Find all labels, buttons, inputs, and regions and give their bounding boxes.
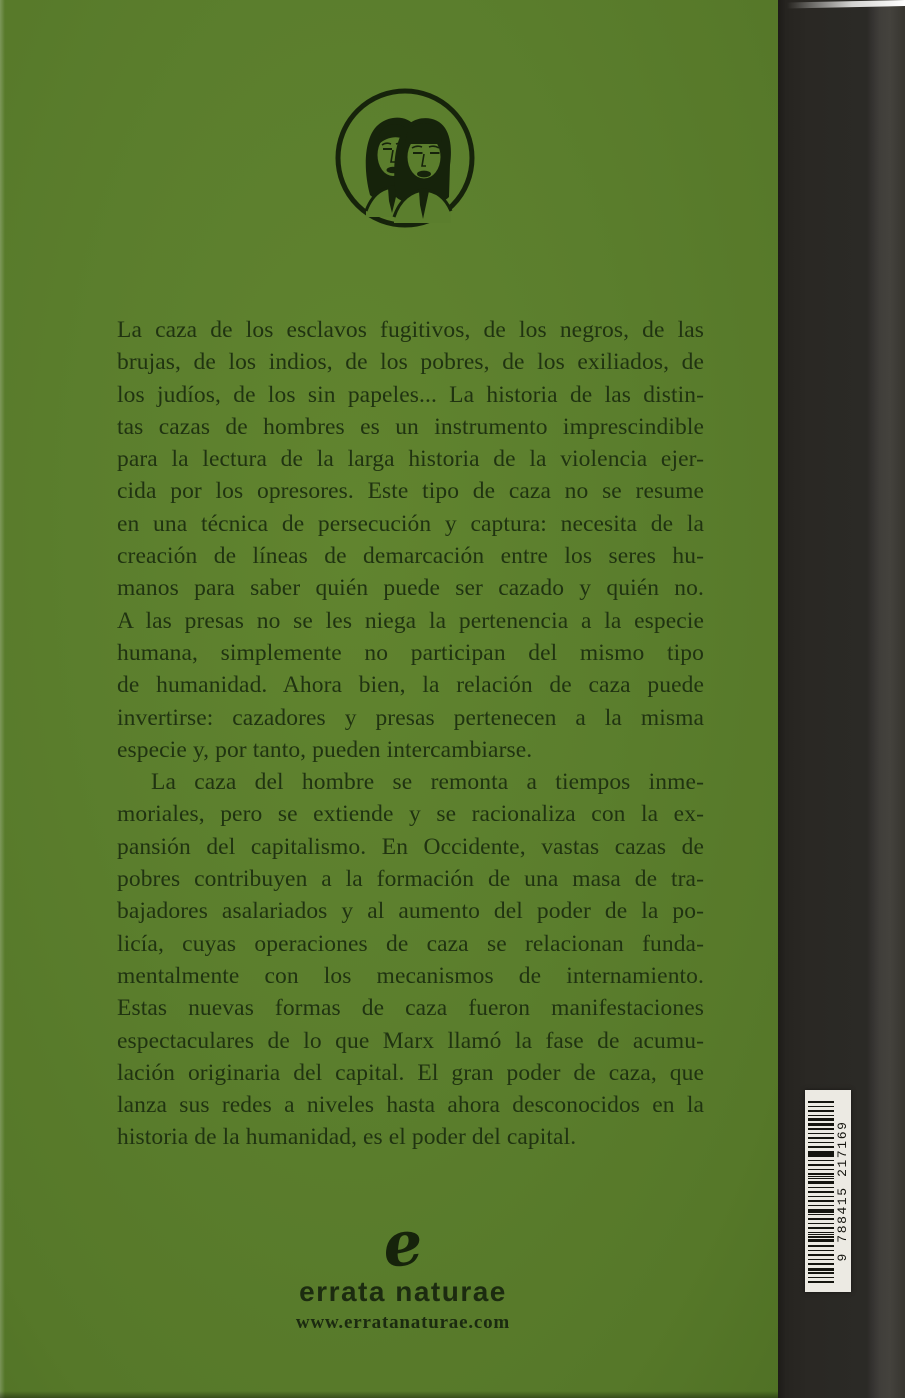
blurb-line: invertirse: cazadores y presas pertenecen a la misma <box>117 704 704 731</box>
blurb-line: brujas, de los indios, de los pobres, de los exiliados, de <box>117 349 704 376</box>
barcode-number: 9 788415 217169 <box>835 1120 850 1262</box>
blurb-line: mentalmente con los mecanismos de internamiento. <box>117 962 704 989</box>
blurb-line: para la lectura de la larga historia de la violencia ejer- <box>117 446 704 473</box>
blurb-line: tas cazas de hombres es un instrumento imprescindible <box>117 413 704 440</box>
blurb-line: Estas nuevas formas de caza fueron manifestaciones <box>117 995 704 1022</box>
back-cover-blurb <box>117 314 704 1154</box>
spine-edge-highlight <box>787 0 905 8</box>
twin-faces-logo-icon <box>332 85 478 231</box>
blurb-line: La caza del hombre se remonta a tiempos inme- <box>151 769 704 796</box>
blurb-line: bajadores asalariados y al aumento del poder de la po- <box>117 898 704 925</box>
publisher-name: errata naturae <box>299 1276 507 1307</box>
barcode-bars <box>808 1099 834 1283</box>
blurb-line: manos para saber quién puede ser cazado y quién no. <box>117 575 704 602</box>
blurb-line: los judíos, de los sin papeles... La historia de las distin- <box>117 381 704 408</box>
blurb-line: La caza de los esclavos fugitivos, de los negros, de las <box>117 317 704 343</box>
blurb-line: de humanidad. Ahora bien, la relación de caza puede <box>117 672 704 699</box>
blurb-line: humana, simplemente no participan del mismo tipo <box>117 639 704 666</box>
blurb-line: espectaculares de lo que Marx llamó la fase de acumu- <box>117 1027 704 1054</box>
blurb-line: A las presas no se les niega la pertenencia a la especie <box>117 607 704 634</box>
publisher-website: www.erratanaturae.com <box>295 1312 511 1333</box>
blurb-line: pobres contribuyen a la formación de una masa de tra- <box>117 866 704 893</box>
blurb-line: historia de la humanidad, es el poder del capital. <box>117 1124 577 1151</box>
publisher-block <box>253 1205 553 1334</box>
barcode-label <box>805 1090 851 1292</box>
blurb-line: cida por los opresores. Este tipo de caza no se resume <box>117 478 704 505</box>
blurb-line: creación de líneas de demarcación entre los seres hu- <box>117 543 704 570</box>
blurb-line: en una técnica de persecución y captura: necesita de la <box>117 510 704 537</box>
blurb-line: lanza sus redes a niveles hasta ahora desconocidos en la <box>117 1092 704 1119</box>
blurb-line: licía, cuyas operaciones de caza se relacionan funda- <box>117 930 704 957</box>
blurb-line: pansión del capitalismo. En Occidente, vastas cazas de <box>117 833 704 860</box>
blurb-line: lación originaria del capital. El gran poder de caza, que <box>117 1059 704 1086</box>
blurb-line: moriales, pero se extiende y se racionaliza con la ex- <box>117 801 704 828</box>
errata-naturae-e-mark-icon: e <box>379 1205 427 1282</box>
blurb-line: especie y, por tanto, pueden intercambiarse. <box>117 736 533 763</box>
